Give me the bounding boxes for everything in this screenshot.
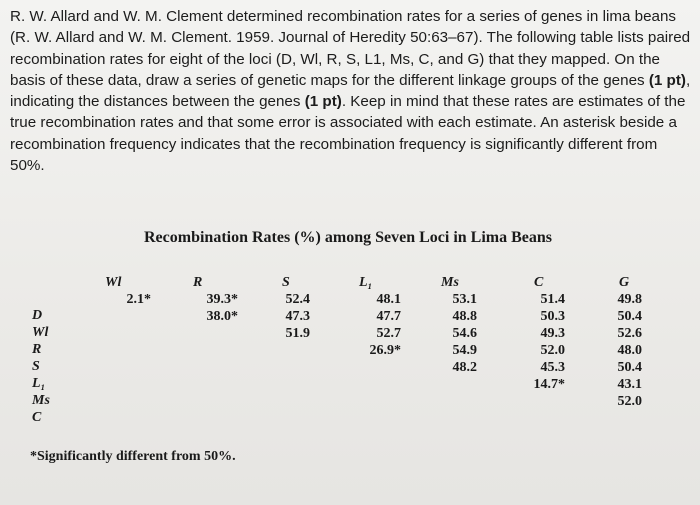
table-cell: 51.9 <box>285 326 310 341</box>
col-r-values <box>188 291 238 325</box>
col-header-g: G <box>619 275 630 290</box>
table-cell: 47.3 <box>285 309 310 324</box>
col-s-values <box>272 291 310 342</box>
row-label-c: C <box>32 410 42 425</box>
problem-text-part-2: , indicating the distances between the genes <box>10 71 691 111</box>
table-cell: 53.1 <box>452 292 477 307</box>
points-label-2: (1 pt) <box>304 93 342 111</box>
table-cell: 51.4 <box>540 292 565 307</box>
table-cell: 48.0 <box>617 343 642 358</box>
row-label-l1: L₁ <box>32 376 46 391</box>
col-g-values <box>604 291 642 410</box>
table-cell: 48.8 <box>452 309 477 324</box>
table-cell: 49.8 <box>617 292 642 307</box>
table-cell: 43.1 <box>617 377 642 392</box>
table-cell: 49.3 <box>540 326 565 341</box>
table-cell: 45.3 <box>540 360 565 375</box>
table-cell: 48.1 <box>376 292 401 307</box>
table-cell: 2.1* <box>126 292 151 307</box>
col-header-wl: Wl <box>105 275 122 290</box>
col-wl-values <box>106 291 151 308</box>
row-label-wl: Wl <box>32 325 49 340</box>
table-cell: 38.0* <box>206 309 238 324</box>
table-cell: 26.9* <box>369 343 401 358</box>
col-header-r: R <box>193 275 203 290</box>
table-cell: 39.3* <box>206 292 238 307</box>
table-cell: 54.9 <box>452 343 477 358</box>
table-cell: 48.2 <box>452 360 477 375</box>
table-cell: 52.6 <box>617 326 642 341</box>
table-cell: 52.0 <box>617 394 642 409</box>
table-cell: 14.7* <box>533 377 565 392</box>
table-cell: 50.4 <box>617 360 642 375</box>
row-label-ms: Ms <box>32 393 50 408</box>
col-ms-values <box>439 291 477 376</box>
table-cell: 50.3 <box>540 309 565 324</box>
points-label-1: (1 pt) <box>648 71 686 89</box>
col-l1-values <box>356 291 401 359</box>
col-c-values <box>518 291 565 393</box>
table-cell: 52.0 <box>540 343 565 358</box>
row-label-s: S <box>32 359 40 374</box>
table-cell: 54.6 <box>452 326 477 341</box>
table-cell: 52.4 <box>285 292 310 307</box>
table-cell: 52.7 <box>376 326 401 341</box>
col-header-c: C <box>534 275 544 290</box>
col-header-s: S <box>282 275 290 290</box>
col-header-l1: L₁ <box>359 275 373 290</box>
problem-text-part-3: . Keep in mind that these rates are estimates of the true recombination rates and that some error is associated with each estimate. An asterisk beside a recombination frequency indicates that the recombination frequency is significantly different from 50%. <box>10 93 686 175</box>
col-header-ms: Ms <box>441 275 459 290</box>
table-cell: 47.7 <box>376 309 401 324</box>
row-label-r: R <box>32 342 42 357</box>
table-cell: 50.4 <box>617 309 642 324</box>
table-footnote: *Significantly different from 50%. <box>30 449 236 464</box>
row-label-d: D <box>32 308 43 323</box>
problem-text-part-1: R. W. Allard and W. M. Clement determined recombination rates for a series of genes in lima beans (R. W. Allard and W. M. Clement. 1959. Journal of Heredity 50:63–67). The following table lists paired recombination rates for eight of the loci (D, Wl, R, S, L1, Ms, C, and G) that they mapped. On the basis of these data, draw a series of genetic maps for the different linkage groups of the genes <box>10 8 691 89</box>
problem-text <box>10 6 692 176</box>
table-title: Recombination Rates (%) among Seven Loci in Lima Beans <box>144 229 552 246</box>
